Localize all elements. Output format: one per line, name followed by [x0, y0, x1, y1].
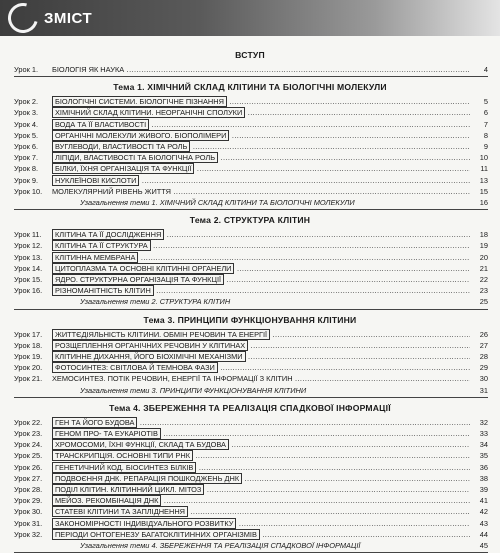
page-number: 44	[479, 529, 488, 539]
page-number: 42	[479, 507, 488, 517]
lesson-number: Урок 32.	[14, 529, 43, 539]
toc-row[interactable]	[14, 175, 488, 186]
lesson-topic-text: ПЕРІОДИ ОНТОГЕНЕЗУ БАГАТОКЛІТИННИХ ОРГАНІЗМІВ	[52, 529, 260, 540]
lesson-number: Урок 27.	[14, 473, 43, 483]
lesson-topic	[52, 141, 470, 152]
page-number: 30	[479, 374, 488, 384]
page-number: 4	[483, 65, 488, 74]
lesson-number: Урок 15.	[14, 275, 43, 284]
lesson-number: Урок 17.	[14, 329, 43, 339]
page-title: ЗМІСТ	[44, 10, 93, 27]
lesson-number: Урок 30.	[14, 507, 43, 517]
page-number: 25	[479, 297, 488, 307]
page-number: 6	[483, 108, 488, 118]
lesson-topic	[52, 373, 470, 384]
toc-row[interactable]	[14, 285, 488, 296]
page-number: 5	[483, 97, 488, 107]
lesson-number: Урок 22.	[14, 417, 43, 427]
lesson-number: Урок 18.	[14, 340, 43, 350]
page-number: 27	[479, 340, 488, 350]
page-number: 31	[479, 385, 488, 395]
lesson-topic	[52, 107, 470, 118]
lesson-number: Урок 11.	[14, 230, 42, 240]
page-number: 19	[479, 241, 488, 251]
toc-row[interactable]	[14, 119, 488, 130]
page-number: 21	[479, 263, 488, 273]
lesson-number: Урок 7.	[14, 153, 39, 163]
page-number: 10	[479, 153, 488, 163]
lesson-number: Урок 28.	[14, 485, 43, 494]
divider	[14, 397, 488, 398]
lesson-topic	[52, 252, 470, 263]
lesson-topic	[52, 240, 470, 251]
divider	[14, 76, 488, 77]
page-number: 9	[483, 142, 488, 151]
lesson-topic-text: СТАТЕВІ КЛІТИНИ ТА ЗАПЛІДНЕННЯ	[52, 506, 188, 517]
lesson-topic-text: ТРАНСКРИПЦІЯ. ОСНОВНІ ТИПИ РНК	[52, 450, 193, 461]
toc-row[interactable]	[14, 417, 488, 428]
lesson-topic	[52, 329, 470, 340]
lesson-number: Урок 24.	[14, 440, 43, 450]
toc-row[interactable]	[14, 240, 488, 251]
lesson-topic-text: ПОДІЛ КЛІТИН. КЛІТИННИЙ ЦИКЛ. МІТОЗ	[52, 484, 204, 495]
lesson-topic-text: Узагальнення теми 4. ЗБЕРЕЖЕННЯ ТА РЕАЛІЗАЦІЯ СПАДКОВОЇ ІНФОРМАЦІЇ	[80, 541, 361, 550]
lesson-topic	[52, 362, 470, 373]
lesson-topic	[52, 529, 470, 540]
lesson-topic	[52, 439, 470, 450]
theme-heading: Тема 4. ЗБЕРЕЖЕННЯ ТА РЕАЛІЗАЦІЯ СПАДКОВОЇ ІНФОРМАЦІЇ	[109, 402, 391, 413]
lesson-topic	[80, 540, 470, 551]
page-number: 32	[479, 417, 488, 427]
lesson-topic	[52, 274, 470, 285]
lesson-number: Урок 14.	[14, 263, 43, 273]
lesson-topic	[52, 495, 470, 506]
lesson-number: Урок 8.	[14, 164, 39, 174]
lesson-topic-text: ФОТОСИНТЕЗ: СВІТЛОВА Й ТЕМНОВА ФАЗИ	[52, 362, 218, 373]
lesson-number: Урок 29.	[14, 496, 43, 506]
page-number: 38	[479, 473, 488, 483]
page-number: 34	[479, 440, 488, 450]
toc-row[interactable]	[14, 229, 488, 240]
page-number: 23	[479, 286, 488, 296]
page-number: 26	[479, 329, 488, 339]
divider	[14, 309, 488, 310]
lesson-topic-text: РОЗЩЕПЛЕННЯ ОРГАНІЧНИХ РЕЧОВИН У КЛІТИНАХ	[52, 340, 248, 351]
page-number: 35	[479, 451, 488, 461]
page-number: 13	[479, 175, 488, 185]
lesson-number: Урок 3.	[14, 108, 39, 118]
lesson-topic	[52, 152, 470, 163]
lesson-topic	[52, 175, 470, 186]
lesson-topic	[52, 518, 470, 529]
header-banner	[0, 0, 500, 36]
theme-heading: Тема 2. СТРУКТУРА КЛІТИН	[189, 215, 311, 226]
lesson-topic-text: Узагальнення теми 1. ХІМІЧНИЙ СКЛАД КЛІТИНИ ТА БІОЛОГІЧНІ МОЛЕКУЛИ	[80, 198, 355, 207]
lesson-topic	[52, 64, 470, 75]
toc-row[interactable]	[14, 107, 488, 118]
theme-heading: Тема 1. ХІМІЧНИЙ СКЛАД КЛІТИНИ ТА БІОЛОГІЧНІ МОЛЕКУЛИ	[113, 82, 387, 93]
lesson-topic-text: МОЛЕКУЛЯРНИЙ РІВЕНЬ ЖИТТЯ	[52, 186, 171, 196]
lesson-topic-text: ЦИТОПЛАЗМА ТА ОСНОВНІ КЛІТИННІ ОРГАНЕЛИ	[52, 263, 234, 274]
lesson-topic-text: ГЕН ТА ЙОГО БУДОВА	[52, 417, 137, 428]
page-number: 29	[479, 363, 488, 373]
lesson-topic-text: Узагальнення теми 3. ПРИНЦИПИ ФУНКЦІОНУВАННЯ КЛІТИНИ	[80, 385, 307, 395]
lesson-topic-text: ЯДРО. СТРУКТУРНА ОРГАНІЗАЦІЯ ТА ФУНКЦІЇ	[52, 274, 224, 285]
lesson-topic	[52, 340, 470, 351]
lesson-topic-text: БІЛКИ, ЇХНЯ ОРГАНІЗАЦІЯ ТА ФУНКЦІЇ	[52, 163, 194, 174]
lesson-number: Урок 21.	[14, 374, 43, 384]
lesson-topic-text: ОРГАНІЧНІ МОЛЕКУЛИ ЖИВОГО. БІОПОЛІМЕРИ	[52, 130, 229, 141]
theme-heading: Тема 3. ПРИНЦИПИ ФУНКЦІОНУВАННЯ КЛІТИНИ	[143, 314, 357, 325]
lesson-number: Урок 5.	[14, 130, 39, 140]
lesson-topic-text: РІЗНОМАНІТНІСТЬ КЛІТИН	[52, 285, 154, 296]
lesson-topic	[52, 186, 470, 197]
lesson-topic	[52, 263, 470, 274]
lesson-topic	[52, 473, 470, 484]
lesson-topic-text: ГЕНЕТИЧНИЙ КОД. БІОСИНТЕЗ БІЛКІВ	[52, 462, 196, 473]
swirl-logo-icon	[3, 0, 44, 38]
lesson-topic	[52, 450, 470, 461]
lesson-topic-text: КЛІТИНА ТА ЇЇ СТРУКТУРА	[52, 240, 151, 251]
lesson-topic	[52, 96, 470, 107]
toc-row[interactable]	[14, 373, 488, 384]
lesson-topic	[52, 229, 470, 240]
lesson-topic-text: ХІМІЧНИЙ СКЛАД КЛІТИНИ. НЕОРГАНІЧНІ СПОЛУКИ	[52, 107, 245, 118]
divider	[14, 209, 488, 210]
toc-row[interactable]	[14, 518, 488, 529]
lesson-number: Урок 2.	[14, 97, 39, 107]
toc-row[interactable]	[14, 495, 488, 506]
lesson-topic-text: КЛІТИННЕ ДИХАННЯ, ЙОГО БІОХІМІЧНІ МЕХАНІЗМИ	[52, 351, 246, 362]
lesson-topic	[80, 296, 470, 307]
lesson-topic-text: ЗАКОНОМІРНОСТІ ІНДИВІДУАЛЬНОГО РОЗВИТКУ	[52, 518, 236, 529]
lesson-topic-text: МЕЙОЗ. РЕКОМБІНАЦІЯ ДНК	[52, 495, 161, 506]
toc-row[interactable]	[14, 263, 488, 274]
toc-row[interactable]	[14, 340, 488, 351]
lesson-number: Урок 16.	[14, 286, 43, 296]
lesson-topic-text: ГЕНОМ ПРО- ТА ЕУКАРІОТІВ	[52, 428, 161, 439]
lesson-topic-text: БІОЛОГІЧНІ СИСТЕМИ. БІОЛОГІЧНЕ ПІЗНАННЯ	[52, 96, 227, 107]
lesson-topic-text: ВУГЛЕВОДИ, ВЛАСТИВОСТІ ТА РОЛЬ	[52, 141, 190, 152]
lesson-number: Урок 20.	[14, 363, 43, 373]
toc-row[interactable]	[14, 186, 488, 197]
toc-row[interactable]	[14, 130, 488, 141]
page-number: 16	[479, 198, 488, 207]
lesson-topic	[52, 130, 470, 141]
page-number: 22	[479, 275, 488, 284]
toc-row[interactable]	[14, 362, 488, 373]
toc-row[interactable]	[14, 506, 488, 517]
lesson-number: Урок 4.	[14, 119, 39, 129]
page-number: 15	[479, 186, 488, 196]
toc-row[interactable]	[14, 462, 488, 473]
page-number: 18	[479, 230, 488, 240]
toc-row[interactable]	[14, 351, 488, 362]
lesson-topic	[80, 385, 470, 396]
lesson-topic	[80, 197, 470, 208]
toc-row[interactable]	[14, 529, 488, 540]
lesson-topic-text: ЛІПІДИ, ВЛАСТИВОСТІ ТА БІОЛОГІЧНА РОЛЬ	[52, 152, 218, 163]
lesson-number: Урок 26.	[14, 462, 43, 472]
lesson-number: Урок 9.	[14, 175, 39, 185]
lesson-topic-text: ХЕМОСИНТЕЗ. ПОТІК РЕЧОВИН, ЕНЕРГІЇ ТА ІНФОРМАЦІЇ З КЛІТИН	[52, 374, 293, 384]
toc-row[interactable]	[14, 274, 488, 285]
page-number: 20	[479, 252, 488, 262]
lesson-number: Урок 13.	[14, 252, 43, 262]
toc-summary-row[interactable]	[14, 197, 488, 208]
lesson-topic-text: ХРОМОСОМИ, ЇХНІ ФУНКЦІЇ, СКЛАД ТА БУДОВА	[52, 439, 229, 450]
lesson-topic	[52, 417, 470, 428]
page-number: 28	[479, 352, 488, 361]
toc-row[interactable]	[14, 252, 488, 263]
toc-row[interactable]	[14, 152, 488, 163]
lesson-topic	[52, 285, 470, 296]
toc-row[interactable]	[14, 329, 488, 340]
lesson-number: Урок 12.	[14, 241, 43, 251]
page-number: 7	[483, 119, 488, 129]
lesson-number: Урок 25.	[14, 451, 43, 461]
lesson-topic-text: НУКЛЕЇНОВІ КИСЛОТИ	[52, 175, 139, 186]
toc-row[interactable]	[14, 96, 488, 107]
toc-row[interactable]	[14, 473, 488, 484]
lesson-topic-text: ЖИТТЄДІЯЛЬНІСТЬ КЛІТИНИ. ОБМІН РЕЧОВИН ТА ЕНЕРГІЇ	[52, 329, 270, 340]
lesson-topic-text: КЛІТИННА МЕМБРАНА	[52, 252, 138, 263]
lesson-number: Урок 31.	[14, 518, 43, 528]
lesson-number: Урок 23.	[14, 429, 43, 438]
toc-summary-row[interactable]	[14, 540, 488, 551]
toc-summary-row[interactable]	[14, 385, 488, 396]
toc-row[interactable]	[14, 141, 488, 152]
lesson-topic	[52, 484, 470, 495]
section-heading-intro: ВСТУП	[235, 50, 265, 60]
lesson-topic	[52, 119, 470, 130]
page-number: 33	[479, 429, 488, 438]
lesson-topic-text: Узагальнення теми 2. СТРУКТУРА КЛІТИН	[80, 297, 231, 307]
page-number: 36	[479, 462, 488, 472]
toc-summary-row[interactable]	[14, 296, 488, 307]
lesson-number: Урок 6.	[14, 142, 39, 151]
lesson-topic	[52, 163, 470, 174]
page-number: 8	[483, 130, 488, 140]
lesson-topic	[52, 506, 470, 517]
page-number: 43	[479, 518, 488, 528]
page-number: 39	[479, 485, 488, 494]
lesson-topic-text: ВОДА ТА ЇЇ ВЛАСТИВОСТІ	[52, 119, 149, 130]
lesson-topic	[52, 462, 470, 473]
lesson-topic	[52, 351, 470, 362]
lesson-topic-text: БІОЛОГІЯ ЯК НАУКА	[52, 65, 125, 74]
page-number: 45	[479, 541, 488, 550]
lesson-number: Урок 10.	[14, 186, 43, 196]
toc-row[interactable]	[14, 484, 488, 495]
lesson-topic-text: КЛІТИНА ТА ЇЇ ДОСЛІДЖЕННЯ	[52, 229, 164, 240]
lesson-number: Урок 19.	[14, 352, 43, 361]
lesson-topic-text: ПОДВОЄННЯ ДНК. РЕПАРАЦІЯ ПОШКОДЖЕНЬ ДНК	[52, 473, 242, 484]
lesson-topic	[52, 428, 470, 439]
toc-row[interactable]	[14, 428, 488, 439]
toc-row[interactable]	[14, 64, 488, 75]
page-number: 41	[479, 496, 488, 506]
toc-row[interactable]	[14, 439, 488, 450]
toc-row[interactable]	[14, 163, 488, 174]
lesson-number: Урок 1.	[14, 65, 39, 74]
toc-row[interactable]	[14, 450, 488, 461]
page-number: 11	[480, 164, 488, 174]
